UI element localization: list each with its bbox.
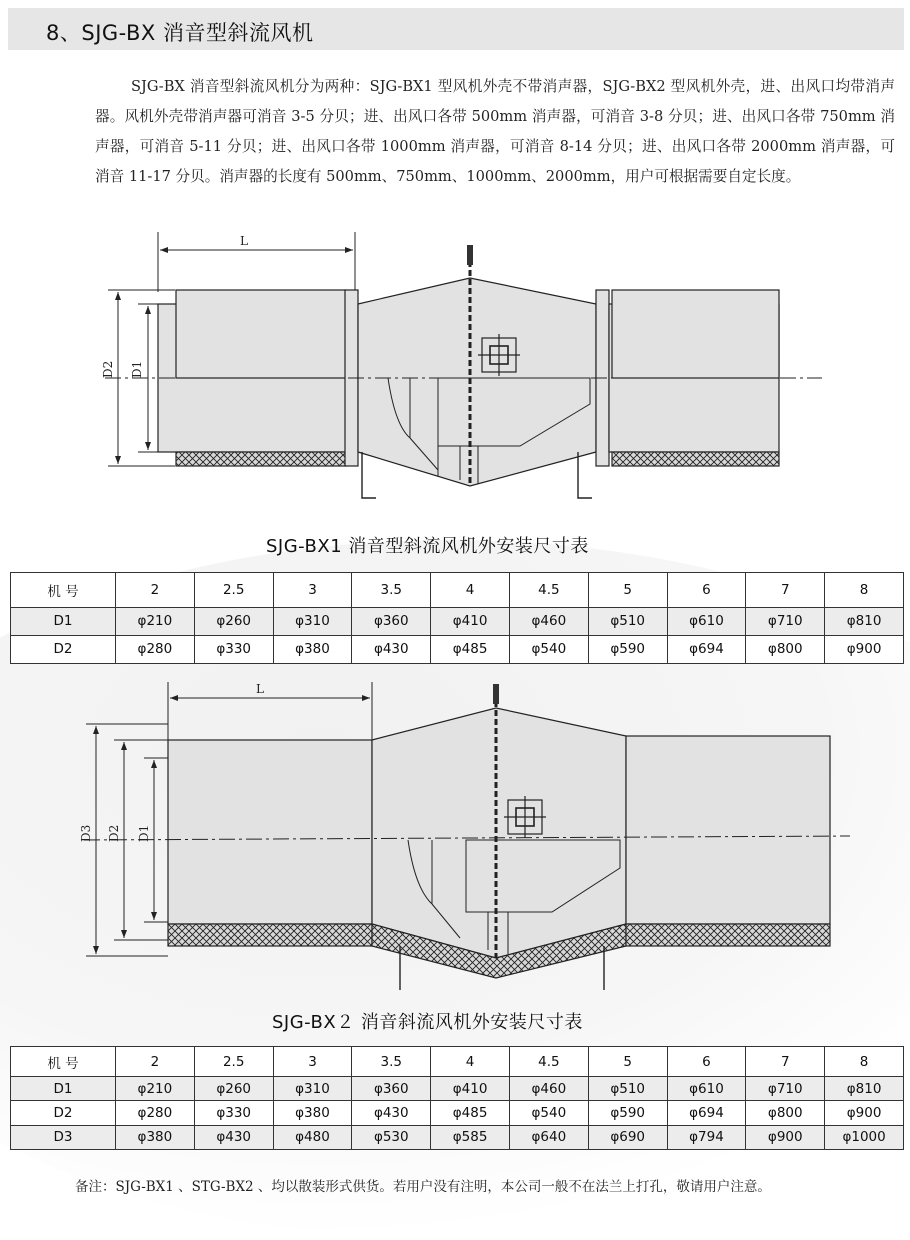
table-cell: φ794	[667, 1125, 746, 1149]
table-cell: φ710	[746, 607, 825, 635]
table-cell: 3.5	[352, 573, 431, 608]
table-cell: φ810	[825, 607, 904, 635]
table-cell: φ480	[273, 1125, 352, 1149]
table-cell: D1	[11, 607, 116, 635]
bx1-dim-L: L	[240, 234, 248, 248]
table-cell: φ710	[746, 1077, 825, 1101]
table-cell: D2	[11, 1101, 116, 1125]
table-cell: φ810	[825, 1077, 904, 1101]
table-cell: D1	[11, 1077, 116, 1101]
table-cell: 6	[667, 1047, 746, 1077]
table-cell: φ510	[588, 1077, 667, 1101]
table-cell: φ530	[352, 1125, 431, 1149]
table-row	[11, 607, 904, 635]
table-cell: φ330	[194, 1101, 273, 1125]
table-cell: 2	[116, 573, 195, 608]
intro-paragraph: SJG-BX 消音型斜流风机分为两种：SJG-BX1 型风机外壳不带消声器，SJG-BX2 型风机外壳，进、出风口均带消声器。风机外壳带消声器可消音 3-5 分贝；进、出风口各带 500mm 消声器，可消音 3-8 分贝；进、出风口各带 750mm 消声器，可消音 5-11 分贝；进、出风口各带 1000mm 消声器，可消音 8-14 分贝；进、出风口各带 2000mm 消声器，可消音 11-17 分贝。消声器的长度有 500mm、750mm、1000mm、2000mm，用户可根据需要自定长度。	[95, 78, 895, 185]
table-cell: 4	[431, 1047, 510, 1077]
table-cell: φ260	[194, 1077, 273, 1101]
table-cell: φ310	[273, 607, 352, 635]
table-cell: φ900	[825, 1101, 904, 1125]
table-cell: φ1000	[825, 1125, 904, 1149]
table-cell: φ260	[194, 607, 273, 635]
table-cell: D2	[11, 635, 116, 663]
table-cell: φ280	[116, 635, 195, 663]
table-cell: φ210	[116, 607, 195, 635]
table-row	[11, 1125, 904, 1149]
bx1-fan-diagram	[0, 228, 910, 518]
bx1-dim-D1: D1	[130, 360, 144, 378]
table-cell: φ460	[509, 607, 588, 635]
table-cell: φ900	[825, 635, 904, 663]
table-cell: φ210	[116, 1077, 195, 1101]
table-cell: φ380	[116, 1125, 195, 1149]
table-cell: φ510	[588, 607, 667, 635]
section-title: 8、SJG-BX 消音型斜流风机	[46, 21, 314, 45]
table-cell: φ800	[746, 1101, 825, 1125]
table-cell: φ540	[509, 1101, 588, 1125]
table-cell: φ310	[273, 1077, 352, 1101]
table-cell: 4.5	[509, 1047, 588, 1077]
table1-caption: SJG-BX1 消音型斜流风机外安装尺寸表	[266, 536, 589, 557]
table-cell: φ360	[352, 607, 431, 635]
table-cell: 5	[588, 1047, 667, 1077]
table-cell: 机 号	[11, 1047, 116, 1077]
table2-dimensions	[10, 1046, 904, 1150]
bx2-fan-diagram	[0, 676, 910, 996]
table-cell: 8	[825, 1047, 904, 1077]
table1-dimensions	[10, 572, 904, 664]
table-cell: 4.5	[509, 573, 588, 608]
table-cell: φ590	[588, 1101, 667, 1125]
bx2-dim-L: L	[256, 682, 264, 696]
table-cell: φ610	[667, 607, 746, 635]
table-row	[11, 635, 904, 663]
table-row	[11, 573, 904, 608]
table-cell: 6	[667, 573, 746, 608]
table-cell: 8	[825, 573, 904, 608]
table-cell: φ800	[746, 635, 825, 663]
table-cell: φ640	[509, 1125, 588, 1149]
table-cell: D3	[11, 1125, 116, 1149]
table-cell: 5	[588, 573, 667, 608]
section-header	[8, 8, 904, 50]
table-cell: φ410	[431, 1077, 510, 1101]
table-cell: φ430	[352, 1101, 431, 1125]
table-row	[11, 1047, 904, 1077]
bx2-dim-D2: D2	[107, 824, 121, 842]
bx1-dim-D2: D2	[101, 360, 115, 378]
table-cell: φ410	[431, 607, 510, 635]
table-row	[11, 1101, 904, 1125]
table-cell: φ280	[116, 1101, 195, 1125]
table-cell: φ330	[194, 635, 273, 663]
table-cell: φ585	[431, 1125, 510, 1149]
bx2-dim-D1: D1	[137, 824, 151, 842]
table-cell: φ430	[194, 1125, 273, 1149]
table-cell: 2	[116, 1047, 195, 1077]
table-cell: 3	[273, 573, 352, 608]
table-cell: φ380	[273, 635, 352, 663]
table-row	[11, 1077, 904, 1101]
table-cell: φ485	[431, 635, 510, 663]
table-cell: 机 号	[11, 573, 116, 608]
table-cell: φ694	[667, 635, 746, 663]
bx2-dim-D3: D3	[79, 824, 93, 842]
table-cell: φ540	[509, 635, 588, 663]
table-cell: 2.5	[194, 1047, 273, 1077]
table-cell: φ380	[273, 1101, 352, 1125]
table-cell: 4	[431, 573, 510, 608]
table-cell: φ590	[588, 635, 667, 663]
footnote: 备注：SJG-BX1 、STG-BX2 、均以散装形式供货。若用户没有注明，本公司一般不在法兰上打孔，敬请用户注意。	[75, 1179, 771, 1195]
table-cell: φ360	[352, 1077, 431, 1101]
table-cell: 3.5	[352, 1047, 431, 1077]
table-cell: 7	[746, 1047, 825, 1077]
table-cell: φ900	[746, 1125, 825, 1149]
table-cell: 2.5	[194, 573, 273, 608]
table-cell: 3	[273, 1047, 352, 1077]
table-cell: φ690	[588, 1125, 667, 1149]
table-cell: φ430	[352, 635, 431, 663]
table-cell: φ610	[667, 1077, 746, 1101]
table-cell: φ485	[431, 1101, 510, 1125]
table-cell: φ460	[509, 1077, 588, 1101]
table-cell: φ694	[667, 1101, 746, 1125]
table2-caption: SJG-BX２ 消音斜流风机外安装尺寸表	[272, 1012, 583, 1033]
table-cell: 7	[746, 573, 825, 608]
